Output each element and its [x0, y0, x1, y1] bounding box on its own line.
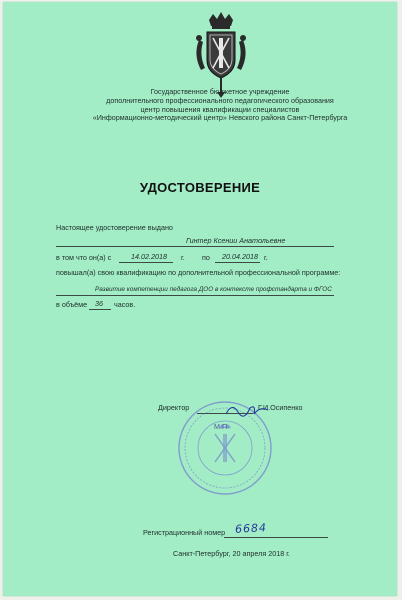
- stamp-mark: М.П.: [214, 422, 230, 431]
- organization-line: дополнительного профессионального педагогического образования: [106, 95, 334, 105]
- qualification-label: повышал(а) свою квалификацию по дополнительной профессиональной программе:: [56, 268, 341, 277]
- date-to: 20.04.2018: [222, 252, 258, 261]
- director-signature: [224, 398, 270, 420]
- program-underline: [56, 295, 334, 296]
- year-mark-from: г.: [181, 253, 185, 262]
- recipient-underline: [56, 246, 334, 247]
- organization-header: [73, 88, 367, 123]
- to-label: по: [202, 253, 210, 262]
- program-name: Развитие компетенции педагога ДОО в контексте профстандарта и ФГОС: [95, 286, 332, 293]
- period-prefix: в том что он(а) с: [56, 253, 112, 262]
- director-label: Директор: [158, 403, 190, 412]
- director-name: Г.И.Осипенко: [258, 403, 303, 412]
- volume-prefix: в объёме: [56, 300, 88, 309]
- date-from-underline: [119, 262, 173, 263]
- date-to-underline: [215, 262, 260, 263]
- recipient-name: Гинтер Ксении Анатольевне: [186, 236, 286, 245]
- hours-value: 36: [95, 299, 103, 308]
- place-date: Санкт-Петербург, 20 апреля 2018 г.: [173, 549, 290, 558]
- organization-line: центр повышения квалификации специалистов: [140, 104, 300, 114]
- hours-underline: [89, 309, 111, 310]
- registration-number: 6684: [234, 521, 268, 536]
- document-title: УДОСТОВЕРЕНИЕ: [139, 180, 261, 195]
- organization-line: «Информационно-методический центр» Невского района Санкт-Петербурга: [92, 113, 348, 123]
- registration-label: Регистрационный номер: [143, 528, 226, 537]
- organization-line: Государственное бюджетное учреждение: [150, 87, 290, 96]
- certificate-sheet: [3, 2, 397, 596]
- issued-label: Настоящее удостоверение выдано: [56, 223, 173, 232]
- hours-suffix: часов.: [114, 300, 136, 309]
- year-mark-to: г.: [264, 253, 268, 262]
- date-from: 14.02.2018: [131, 252, 167, 261]
- registration-underline: [224, 537, 328, 538]
